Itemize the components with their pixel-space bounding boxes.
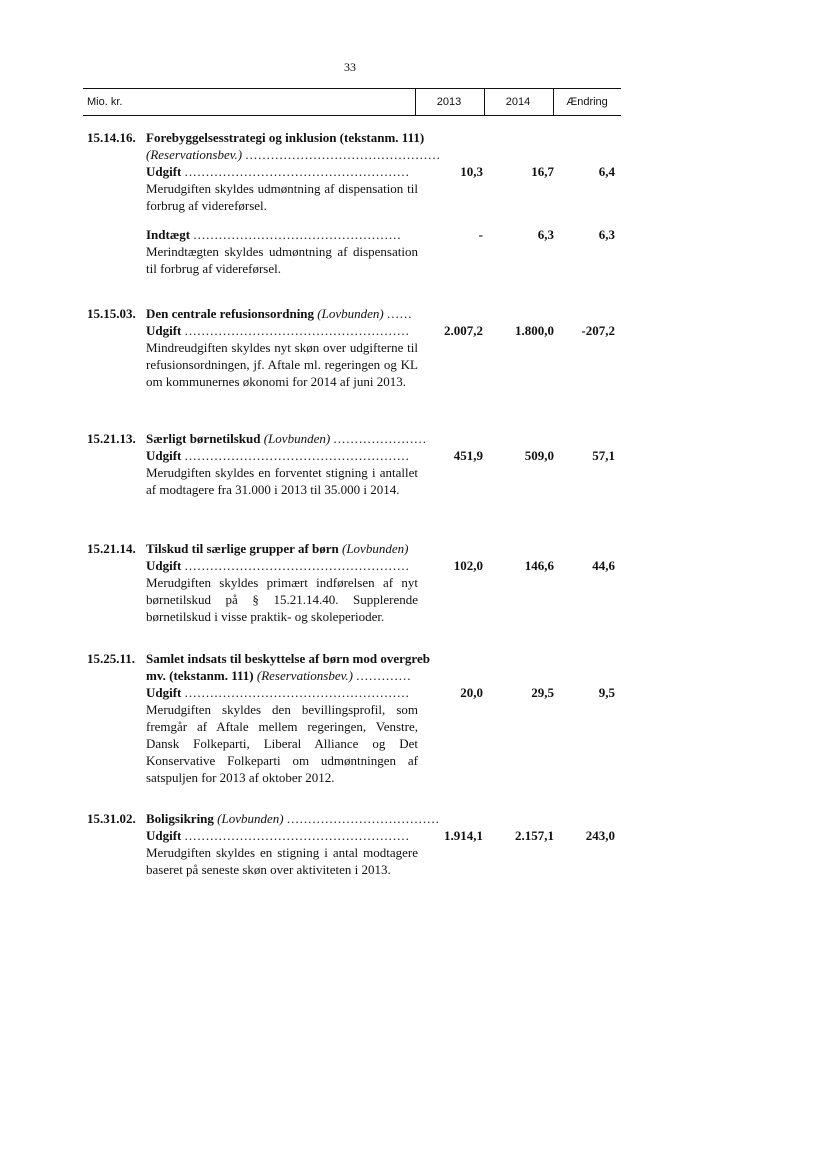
value-2013: 20,0 bbox=[460, 685, 483, 700]
section-title: Tilskud til særlige grupper af børn bbox=[146, 541, 339, 556]
dot-leader: ..................................................... bbox=[184, 685, 410, 700]
page-number: 33 bbox=[344, 60, 356, 74]
account-number: 15.21.13. bbox=[87, 431, 136, 446]
dot-leader: ..................................................... bbox=[184, 448, 410, 463]
udgift-label: Udgift bbox=[146, 164, 182, 179]
value-2013: 10,3 bbox=[460, 164, 483, 179]
explanation-text: Merudgiften skyldes primært indførelsen af nyt børnetilskud på § 15.21.14.40. Supplerende børnetilskud i visse praktik- og skoleperioder. bbox=[146, 575, 418, 624]
section-title-line bbox=[146, 305, 456, 322]
section-subtitle: (Lovbunden) bbox=[217, 811, 284, 826]
dot-leader: ............. bbox=[356, 668, 412, 683]
column-header-2013: 2013 bbox=[436, 96, 462, 108]
value-2014: 146,6 bbox=[524, 558, 554, 573]
value-change: 57,1 bbox=[592, 448, 615, 463]
value-2014: 29,5 bbox=[531, 685, 554, 700]
unit-label: Mio. kr. bbox=[87, 96, 123, 108]
udgift-label: Udgift bbox=[146, 558, 182, 573]
value-2014: 6,3 bbox=[537, 227, 554, 242]
account-number: 15.31.02. bbox=[87, 811, 136, 826]
udgift-line bbox=[146, 163, 418, 180]
section-title: Boligsikring bbox=[146, 811, 214, 826]
value-change: 243,0 bbox=[585, 828, 615, 843]
section-subtitle: (Lovbunden) bbox=[263, 431, 331, 446]
value-2013: 1.914,1 bbox=[444, 828, 483, 843]
dot-leader: ..................................................... bbox=[184, 323, 410, 338]
dot-leader: ................................................. bbox=[193, 227, 402, 242]
explanation-text: Mindreudgiften skyldes nyt skøn over udgifterne til refusionsordningen, jf. Aftale ml. regeringen og KL om kommunernes økonomi for 2014 af juni 2013. bbox=[146, 340, 418, 389]
value-change: 6,4 bbox=[598, 164, 615, 179]
udgift-label: Udgift bbox=[146, 448, 182, 463]
udgift-label: Udgift bbox=[146, 323, 182, 338]
dot-leader: ...................... bbox=[333, 431, 427, 446]
section-title-line bbox=[146, 667, 418, 684]
value-2014: 509,0 bbox=[524, 448, 554, 463]
value-2013: 2.007,2 bbox=[444, 323, 483, 338]
section-subtitle: (Reservationsbev.) bbox=[256, 668, 354, 683]
udgift-label: Udgift bbox=[146, 828, 182, 843]
explanation-text: Merudgiften skyldes den bevillingsprofil, som fremgår af Aftale mellem regeringen, Venstre, Dansk Folkeparti, Liberal Alliance og Det Konservative Folkeparti om udmøntningen af satspuljen for 2013 af oktober 2012. bbox=[146, 702, 418, 785]
column-header-change: Ændring bbox=[566, 96, 608, 108]
value-change: 9,5 bbox=[598, 685, 615, 700]
section-title-continued: mv. (tekstanm. 111) bbox=[146, 668, 254, 683]
dot-leader: ...... bbox=[386, 306, 413, 321]
value-2013: - bbox=[478, 227, 483, 242]
account-number: 15.15.03. bbox=[87, 306, 136, 321]
udgift-line bbox=[146, 322, 418, 339]
section-subtitle: (Reservationsbev.) bbox=[146, 147, 243, 162]
dot-leader: .............................................. bbox=[245, 147, 441, 162]
section-title-line bbox=[146, 810, 456, 827]
account-number: 15.14.16. bbox=[87, 130, 136, 145]
value-2014: 16,7 bbox=[531, 164, 554, 179]
explanation-text: Merudgiften skyldes udmøntning af dispensation til forbrug af videreførsel. bbox=[146, 181, 418, 213]
section-title: Særligt børnetilskud bbox=[146, 431, 261, 446]
udgift-label: Udgift bbox=[146, 685, 182, 700]
section-subtitle: (Lovbunden) bbox=[342, 541, 409, 556]
value-2014: 2.157,1 bbox=[515, 828, 554, 843]
column-header-2014: 2014 bbox=[505, 96, 531, 108]
value-2013: 102,0 bbox=[453, 558, 483, 573]
indtaegt-line bbox=[146, 226, 418, 243]
section-title: Forebyggelsesstrategi og inklusion (tekstanm. 111) bbox=[146, 130, 425, 145]
table-header bbox=[83, 88, 621, 116]
dot-leader: ..................................................... bbox=[184, 558, 410, 573]
dot-leader: ..................................................... bbox=[184, 164, 410, 179]
value-change: 44,6 bbox=[592, 558, 615, 573]
value-change: 6,3 bbox=[598, 227, 615, 242]
account-number: 15.21.14. bbox=[87, 541, 136, 556]
udgift-line bbox=[146, 447, 418, 464]
value-2014: 1.800,0 bbox=[515, 323, 554, 338]
udgift-line bbox=[146, 827, 418, 844]
dot-leader: ..................................................... bbox=[184, 828, 410, 843]
section-title-line bbox=[146, 430, 456, 447]
section-title: Den centrale refusionsordning bbox=[146, 306, 315, 321]
udgift-line bbox=[146, 557, 418, 574]
account-number: 15.25.11. bbox=[87, 651, 136, 666]
explanation-text: Merudgiften skyldes en stigning i antal modtagere baseret på seneste skøn over aktiviteten i 2013. bbox=[146, 845, 418, 877]
section-subtitle: (Lovbunden) bbox=[317, 306, 384, 321]
explanation-text: Merindtægten skyldes udmøntning af dispensation til forbrug af videreførsel. bbox=[146, 244, 418, 276]
section-title: Samlet indsats til beskyttelse af børn mod overgreb bbox=[146, 651, 430, 666]
section-subtitle-line bbox=[146, 146, 441, 163]
explanation-text: Merudgiften skyldes en forventet stigning i antallet af modtagere fra 31.000 i 2013 til 35.000 i 2014. bbox=[146, 465, 418, 497]
value-change: -207,2 bbox=[581, 323, 615, 338]
section-title-line bbox=[146, 540, 456, 557]
dot-leader: .................................... bbox=[286, 811, 440, 826]
value-2013: 451,9 bbox=[453, 448, 483, 463]
indtaegt-label: Indtægt bbox=[146, 227, 191, 242]
udgift-line bbox=[146, 684, 418, 701]
